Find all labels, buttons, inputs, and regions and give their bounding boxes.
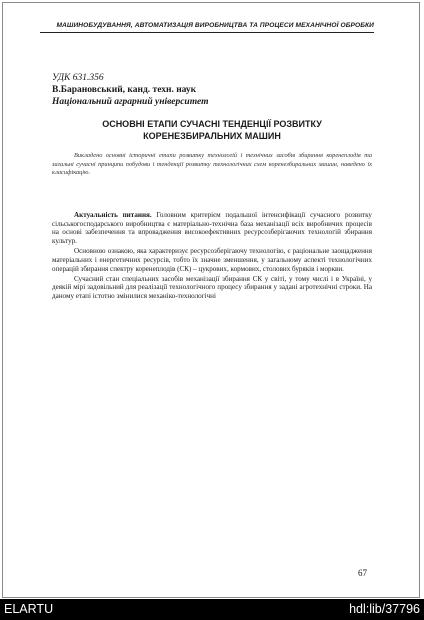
paragraph-text: Головним критерієм подальшої інтенсифікації сучасного розвитку сільськогосподарського виробництва є матеріально-технічна база механізації всіх виробничих процесів на основі забезпечення та впровадження високоефективних ресурсозберігаючих технологій збирання культур.	[52, 211, 372, 246]
page-number: 67	[358, 568, 367, 578]
udk-code: УДК 631.356	[52, 73, 104, 83]
abstract: Викладено основні історичні етапи розвитку технологій і технічних засобів збирання коренеплодів та загальні сучасні принципи побудови і тенденції розвитку технологічних схем коренезбиральних машин, наведено їх класифікацію.	[52, 152, 372, 177]
running-header: МАШИНОБУДУВАННЯ, АВТОМАТИЗАЦІЯ ВИРОБНИЦТВА ТА ПРОЦЕСИ МЕХАНІЧНОЇ ОБРОБКИ	[56, 22, 374, 29]
title-line-2: КОРЕНЕЗБИРАЛЬНИХ МАШИН	[143, 131, 281, 141]
author: В.Барановський, канд. техн. наук	[52, 85, 197, 95]
paragraph	[52, 275, 372, 301]
body-text	[52, 211, 372, 302]
footer-bar	[0, 599, 424, 620]
header-rule	[40, 32, 374, 33]
paragraph-lead: Актуальність питання.	[74, 211, 152, 219]
paragraph	[52, 211, 372, 246]
paragraph-text: Основною ознакою, яка характеризує ресурсозберігаючу технологію, є раціональне заощадження матеріальних і енергетичних ресурсів, тобто їх значне зменшення, у загальному аспекті технологічних операцій збирання спектру коренеплодів (СК) – цукрових, кормових, столових буряків і моркви.	[52, 247, 372, 273]
repository-name: ELARTU	[4, 602, 54, 616]
paragraph	[52, 247, 372, 273]
title-line-1: ОСНОВНІ ЕТАПИ СУЧАСНІ ТЕНДЕНЦІЇ РОЗВИТКУ	[102, 119, 322, 129]
affiliation: Національний аграрний університет	[52, 97, 209, 107]
article-title	[52, 118, 372, 142]
paragraph-text: Сучасний стан спеціальних засобів механізації збирання СК у світі, у тому числі і в Україні, у деякій мірі задовільний для реалізації технологічного процесу збирання у задані агротехнічні строки. На даному етапі істотно змінилися механіко-технологічні	[52, 274, 372, 301]
handle-id[interactable]: hdl:lib/37796	[349, 602, 420, 616]
